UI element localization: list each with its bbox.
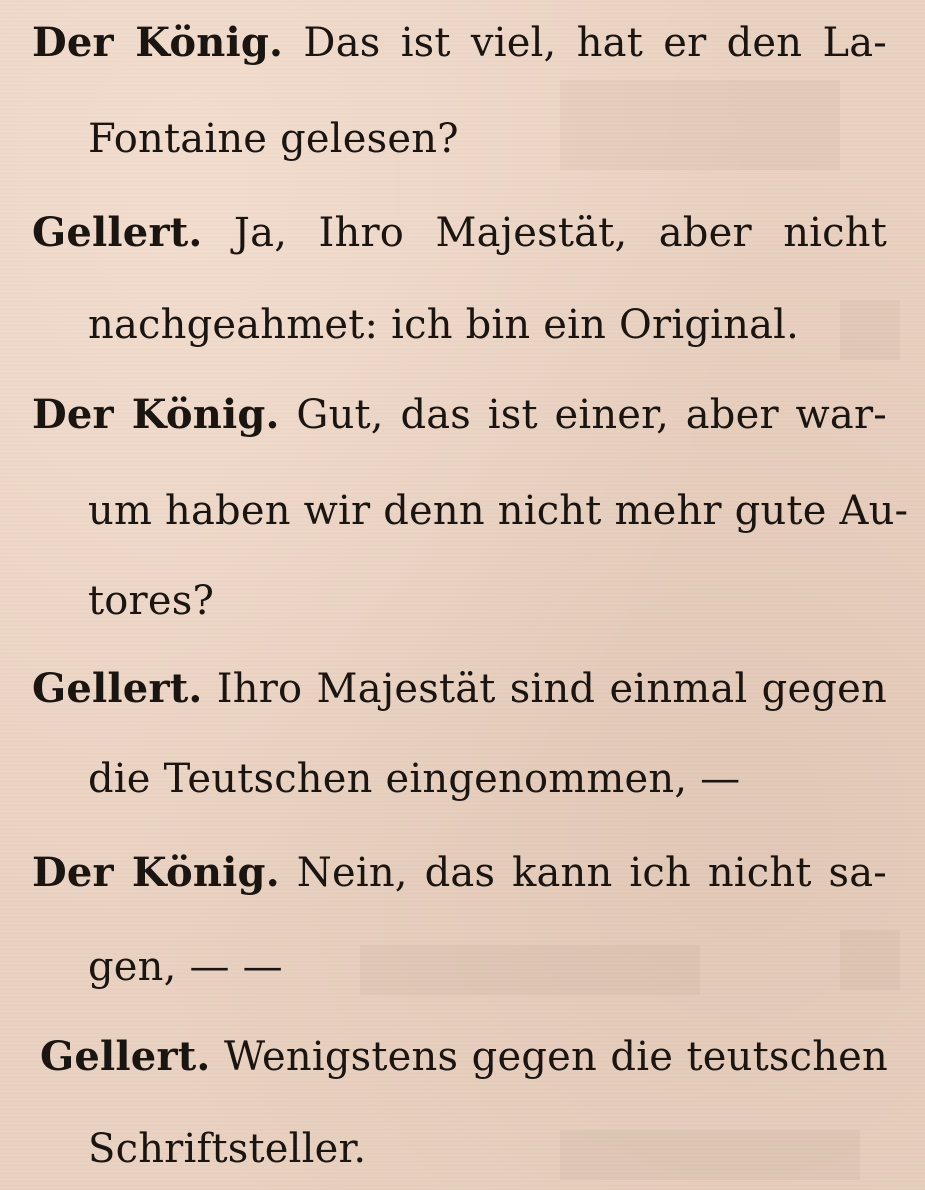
dialogue-line (40, 1034, 888, 1080)
bleed-through-shadow (560, 1130, 860, 1180)
line-text: Gut, das ist einer, aber war- (296, 392, 888, 438)
dialogue-continuation (88, 488, 909, 534)
speaker-name: Der König. (32, 391, 280, 438)
speaker-name: Der König. (32, 19, 284, 66)
dialogue-line (32, 666, 887, 712)
bleed-through-shadow (840, 300, 900, 360)
speaker-name: Gellert. (32, 665, 203, 712)
dialogue-continuation (88, 756, 740, 802)
line-text: tores? (88, 578, 215, 624)
line-text: um haben wir denn nicht mehr gute Au- (88, 488, 909, 534)
line-text: Ihro Majestät sind einmal gegen (216, 666, 887, 712)
line-text: Schriftsteller. (88, 1126, 367, 1172)
line-text: Wenigstens gegen die teutschen (223, 1034, 888, 1080)
dialogue-line (32, 392, 887, 438)
bleed-through-shadow (840, 930, 900, 990)
dialogue-continuation (88, 1126, 366, 1172)
speaker-name: Gellert. (32, 209, 203, 256)
line-text: Ja, Ihro Majestät, aber nicht (233, 210, 887, 256)
line-text: nachgeahmet: ich bin ein Original. (88, 302, 800, 348)
bleed-through-shadow (560, 80, 840, 170)
speaker-name: Gellert. (40, 1033, 211, 1080)
dialogue-line (32, 210, 887, 256)
line-text: die Teutschen eingenommen, — (88, 756, 741, 802)
line-text: gen, — — (88, 944, 283, 990)
dialogue-line (32, 850, 887, 896)
dialogue-continuation (88, 116, 459, 162)
dialogue-continuation (88, 302, 799, 348)
dialogue-continuation (88, 578, 214, 624)
line-text: Fontaine gelesen? (88, 116, 459, 162)
speaker-name: Der König. (32, 849, 280, 896)
dialogue-continuation (88, 944, 283, 990)
bleed-through-shadow (360, 945, 700, 995)
line-text: Nein, das kann ich nicht sa- (296, 850, 887, 896)
dialogue-line (32, 20, 887, 66)
line-text: Das ist viel, hat er den La- (303, 20, 888, 66)
